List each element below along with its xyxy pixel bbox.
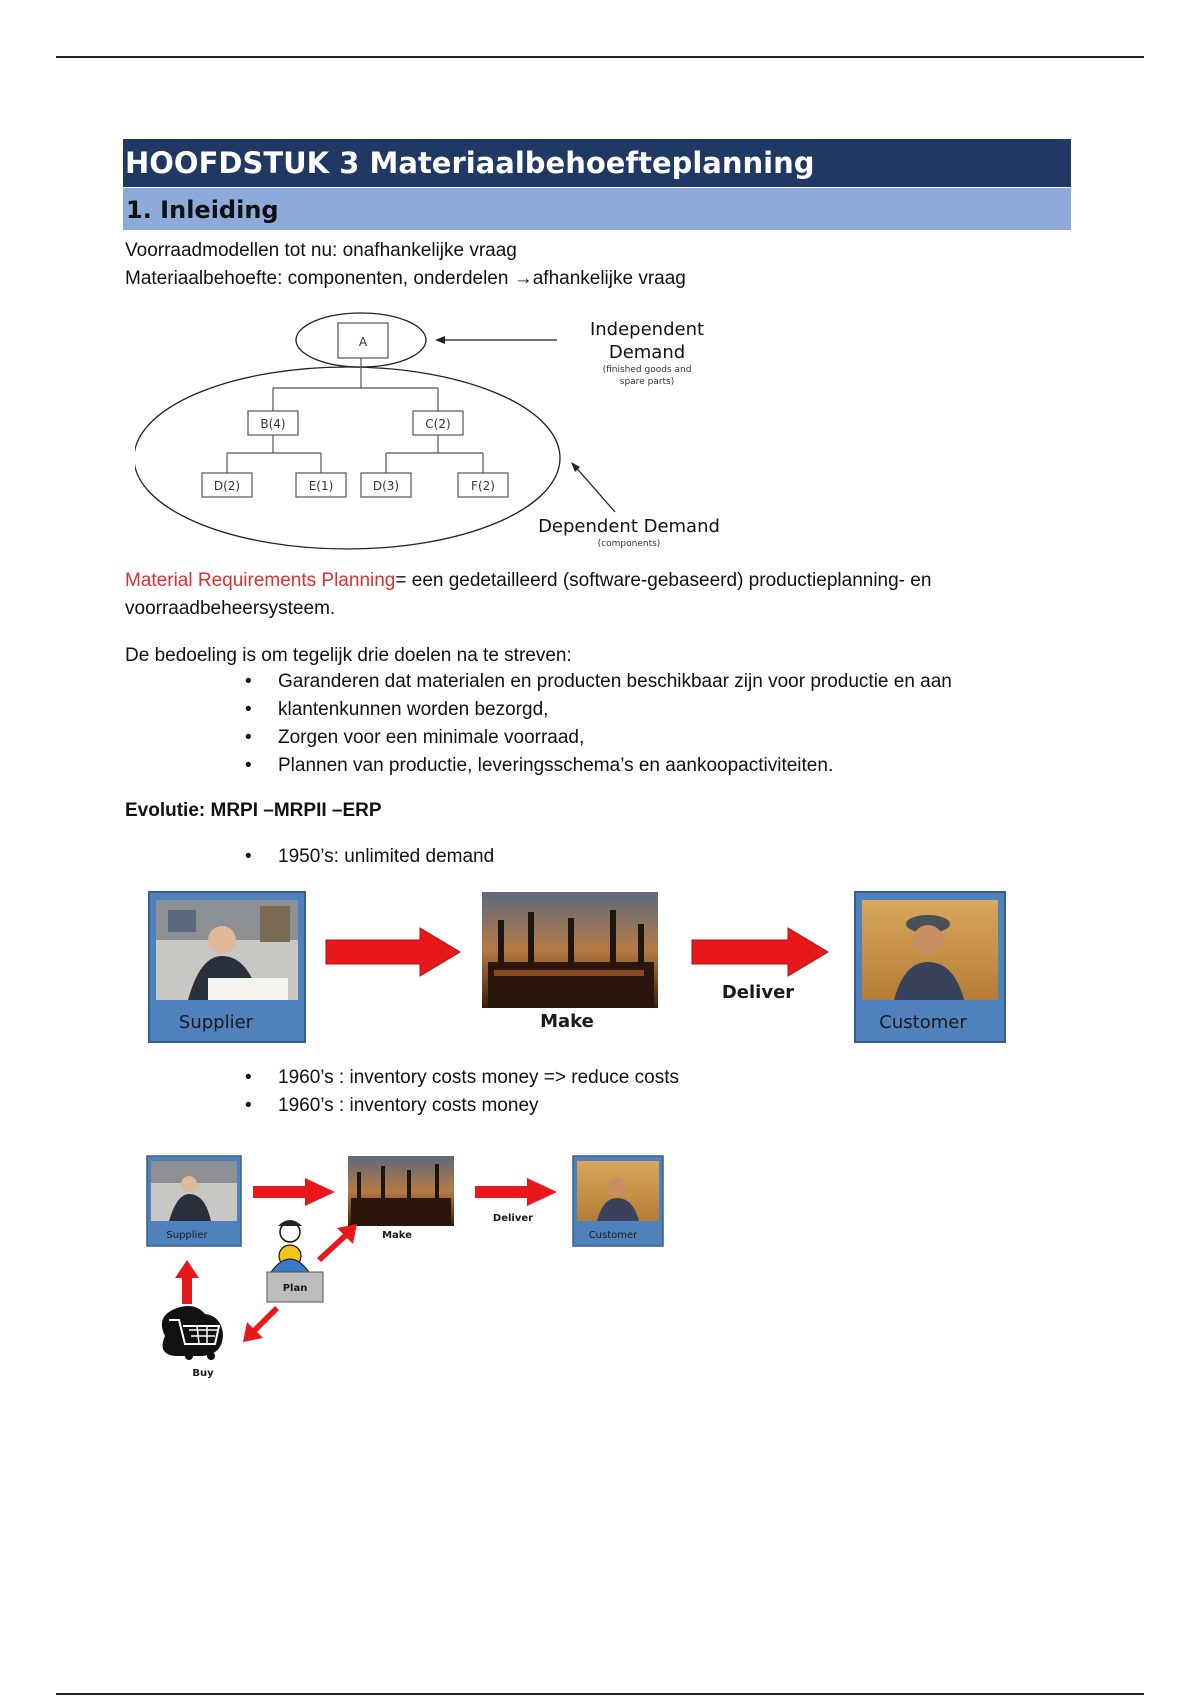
arrow-icon	[243, 1306, 279, 1342]
header-rule	[56, 56, 1144, 58]
definition-line-2: voorraadbeheersysteem.	[125, 598, 336, 619]
footer-rule	[56, 1693, 1144, 1695]
definition-line-1	[125, 567, 931, 595]
definition-term: Material Requirements Planning	[125, 570, 396, 591]
deliver-label: Deliver	[492, 1213, 534, 1224]
arrow-icon	[326, 928, 460, 976]
era-list-1960	[245, 1064, 679, 1120]
bom-node-d2: D(2)	[213, 479, 241, 493]
make-card	[348, 1156, 454, 1241]
bom-node-b: B(4)	[260, 417, 286, 431]
customer-card	[573, 1156, 663, 1246]
independent-demand-label-1: Independent	[589, 319, 705, 340]
dependent-demand-note: (components)	[597, 539, 661, 549]
bom-node-d3: D(3)	[372, 479, 400, 493]
list-item: • Garanderen dat materialen en producten beschikbaar zijn voor productie en aan	[245, 668, 952, 696]
customer-label: Customer	[879, 1012, 967, 1033]
era-list-1950	[245, 843, 494, 871]
dependent-demand-label: Dependent Demand	[538, 516, 720, 537]
flow-diagram-small	[145, 1154, 675, 1384]
intro-line-2: Materiaalbehoefte: componenten, onderdelen →afhankelijke vraag	[125, 268, 686, 289]
make-label: Make	[540, 1011, 594, 1032]
customer-label: Customer	[588, 1230, 638, 1241]
arrow-icon	[317, 1224, 357, 1262]
make-label: Make	[382, 1230, 412, 1241]
deliver-label: Deliver	[721, 982, 795, 1003]
arrow-icon	[253, 1178, 335, 1206]
supplier-label: Supplier	[178, 1012, 254, 1033]
goals-list	[245, 668, 952, 780]
plan-label: Plan	[282, 1283, 308, 1294]
buy-label: Buy	[192, 1368, 214, 1379]
make-card	[482, 892, 658, 1032]
bom-diagram	[135, 306, 735, 556]
flow-diagram-large	[148, 890, 1008, 1050]
list-item: • 1960’s : inventory costs money => reduce costs	[245, 1064, 679, 1092]
intro-line-1: Voorraadmodellen tot nu: onafhankelijke vraag	[125, 240, 517, 261]
section-title: 1. Inleiding	[123, 188, 1071, 230]
goals-intro: De bedoeling is om tegelijk drie doelen na te streven:	[125, 645, 572, 666]
arrow-icon	[175, 1260, 199, 1304]
bom-node-e1: E(1)	[308, 479, 334, 493]
supplier-card	[147, 1156, 241, 1246]
person-icon	[208, 926, 236, 954]
supplier-card	[149, 892, 305, 1042]
bom-node-f2: F(2)	[471, 479, 495, 493]
planner-icon	[267, 1220, 323, 1302]
independent-demand-note-2: spare parts)	[619, 377, 675, 387]
list-item: • Plannen van productie, leveringsschema’s en aankoopactiviteiten.	[245, 752, 952, 780]
arrow-icon	[692, 928, 828, 976]
independent-demand-note-1: (finished goods and	[602, 365, 692, 375]
person-icon	[181, 1176, 197, 1192]
list-item: • 1950’s: unlimited demand	[245, 843, 494, 871]
supplier-label: Supplier	[166, 1230, 208, 1241]
person-icon	[608, 1177, 626, 1195]
evolution-heading: Evolutie: MRPI –MRPII –ERP	[125, 800, 382, 821]
list-item: • 1960’s : inventory costs money	[245, 1092, 679, 1120]
shopping-cart-icon	[162, 1306, 223, 1379]
list-item: • Zorgen voor een minimale voorraad,	[245, 724, 952, 752]
person-icon	[913, 925, 943, 955]
list-item-continuation: • klantenkunnen worden bezorgd,	[245, 696, 952, 724]
arrow-icon	[475, 1178, 557, 1206]
bom-node-a: A	[358, 335, 368, 349]
independent-demand-label-2: Demand	[608, 342, 686, 363]
definition-text: = een gedetailleerd (software-gebaseerd) productieplanning- en	[395, 570, 932, 591]
customer-card	[855, 892, 1005, 1042]
bom-node-c: C(2)	[425, 417, 451, 431]
chapter-title: HOOFDSTUK 3 Materiaalbehoefteplanning	[123, 139, 1071, 187]
